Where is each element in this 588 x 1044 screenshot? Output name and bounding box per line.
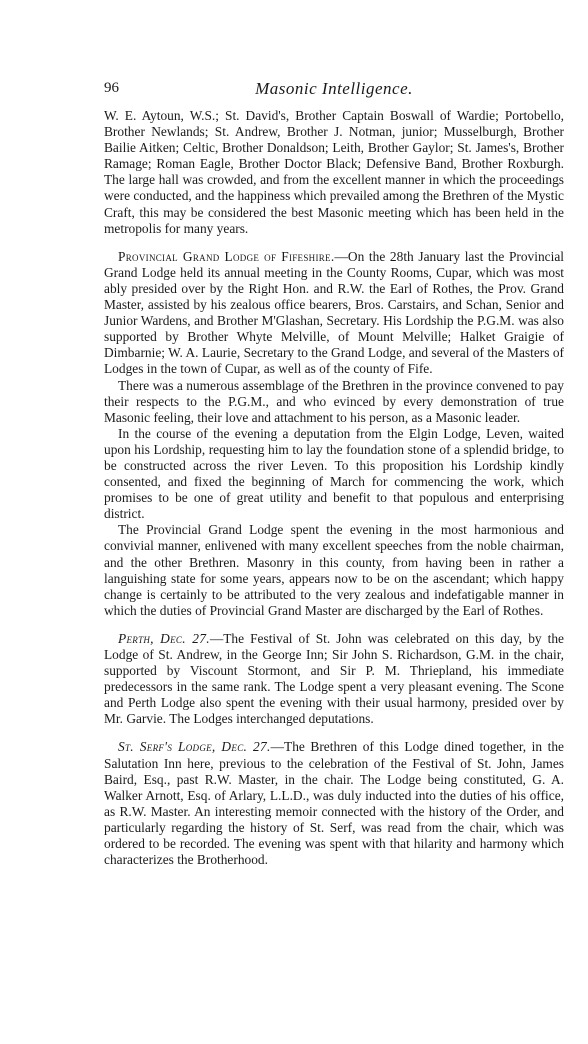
paragraph-text: W. E. Aytoun, W.S.; St. David's, Brother Captain Boswall of Wardie; Portobello, Brother Newlands; St. Andrew, Brother J. Notman, junior; Musselburgh, Brother Bailie Aitken; Celtic, Brother Donaldson; Leith, Brother Gaylor; St. James's, Brother Ramage; Roman Eagle, Brother Doctor Black; Defensive Band, Brother Roxburgh. The large hall was crowded, and from the excellent manner in which the proceedings were conducted, and the happiness which prevailed among the Brethren of the Mystic Craft, this may be considered the best Masonic meeting which has been held in the metropolis for many years. <box>104 108 564 236</box>
paragraph-deputation <box>104 426 564 523</box>
paragraph-assemblage <box>104 378 564 426</box>
paragraph-st-serf <box>104 739 564 868</box>
paragraph-text: —On the 28th January last the Provincial Grand Lodge held its annual meeting in the County Rooms, Cupar, which was most ably presided over by the Right Hon. and R.W. the Earl of Rothes, the Prov. Grand Master, assisted by his zealous office bearers, Bros. Carstairs, and Schan, Senior and Junior Wardens, and Brother M'Glashan, Secretary. His Lordship the P.G.M. was also supported by Brother Whyte Melville, of Mount Melville; Halket Graigie of Dimbarnie; W. A. Laurie, Secretary to the Grand Lodge, and several of the Masters of Lodges in the town of Cupar, as well as of the county of Fife. <box>104 248 564 377</box>
paragraph-text: —The Festival of St. John was celebrated on this day, by the Lodge of St. Andrew, in the George Inn; Sir John S. Richardson, G.M. in the chair, supported by Viscount Stormont, and Sir P. M. Thriepland, his immediate predecessors in the same rank. The Lodge spent a very pleasant evening. The Scone and Perth Lodge also spent the evening with their usual harmony, presided over by Mr. Garvie. The Lodges interchanged deputations. <box>104 630 564 727</box>
running-head <box>104 80 564 102</box>
paragraph-lodge-list <box>104 108 564 237</box>
section-heading-perth: Perth, Dec. 27. <box>118 630 210 646</box>
paragraph-fifeshire <box>104 249 564 378</box>
running-title: Masonic Intelligence. <box>255 79 413 98</box>
journal-page <box>104 80 564 868</box>
section-heading-fifeshire: Provincial Grand Lodge of Fifeshire. <box>118 248 335 264</box>
paragraph-text: —The Brethren of this Lodge dined together, in the Salutation Inn here, previous to the celebration of the Festival of St. John, James Baird, Esq., past R.W. Master, in the chair. The Lodge being constituted, G. A. Walker Arnott, Esq. of Arlary, L.L.D., was duly inducted into the duties of his office, as R.W. Master. An interesting memoir connected with the history of the Order, and particularly regarding the history of St. Serf, was read from the chair, which was ordered to be recorded. The evening was spent with that hilarity and harmony which characterizes the Brotherhood. <box>104 739 564 868</box>
paragraph-perth <box>104 631 564 728</box>
paragraph-text: The Provincial Grand Lodge spent the evening in the most harmonious and convivial manner, enlivened with many excellent speeches from the noble chairman, and the other Brethren. Masonry in this county, from having been in rather a languishing state for some years, appears now to be on the ascendant; which happy change is certainly to be attributed to the very zealous and indefatigable manner in which the duties of Provincial Grand Master are discharged by the Earl of Rothes. <box>104 522 564 618</box>
page-number: 96 <box>104 80 119 96</box>
section-heading-st-serf: St. Serf's Lodge, Dec. 27. <box>118 739 271 755</box>
paragraph-text: In the course of the evening a deputation from the Elgin Lodge, Leven, waited upon his Lordship, requesting him to lay the foundation stone of a splendid bridge, to be constructed across the river Leven. To this proposition his Lordship kindly consented, and fixed the beginning of March for commencing the work, which promises to be one of great utility and benefit to that populous and enterprising district. <box>104 425 564 522</box>
paragraph-text: There was a numerous assemblage of the Brethren in the province convened to pay their respects to the P.G.M., and who evinced by every demonstration of true Masonic feeling, their love and attachment to his person, as a Masonic leader. <box>104 377 564 425</box>
paragraph-evening <box>104 522 564 619</box>
